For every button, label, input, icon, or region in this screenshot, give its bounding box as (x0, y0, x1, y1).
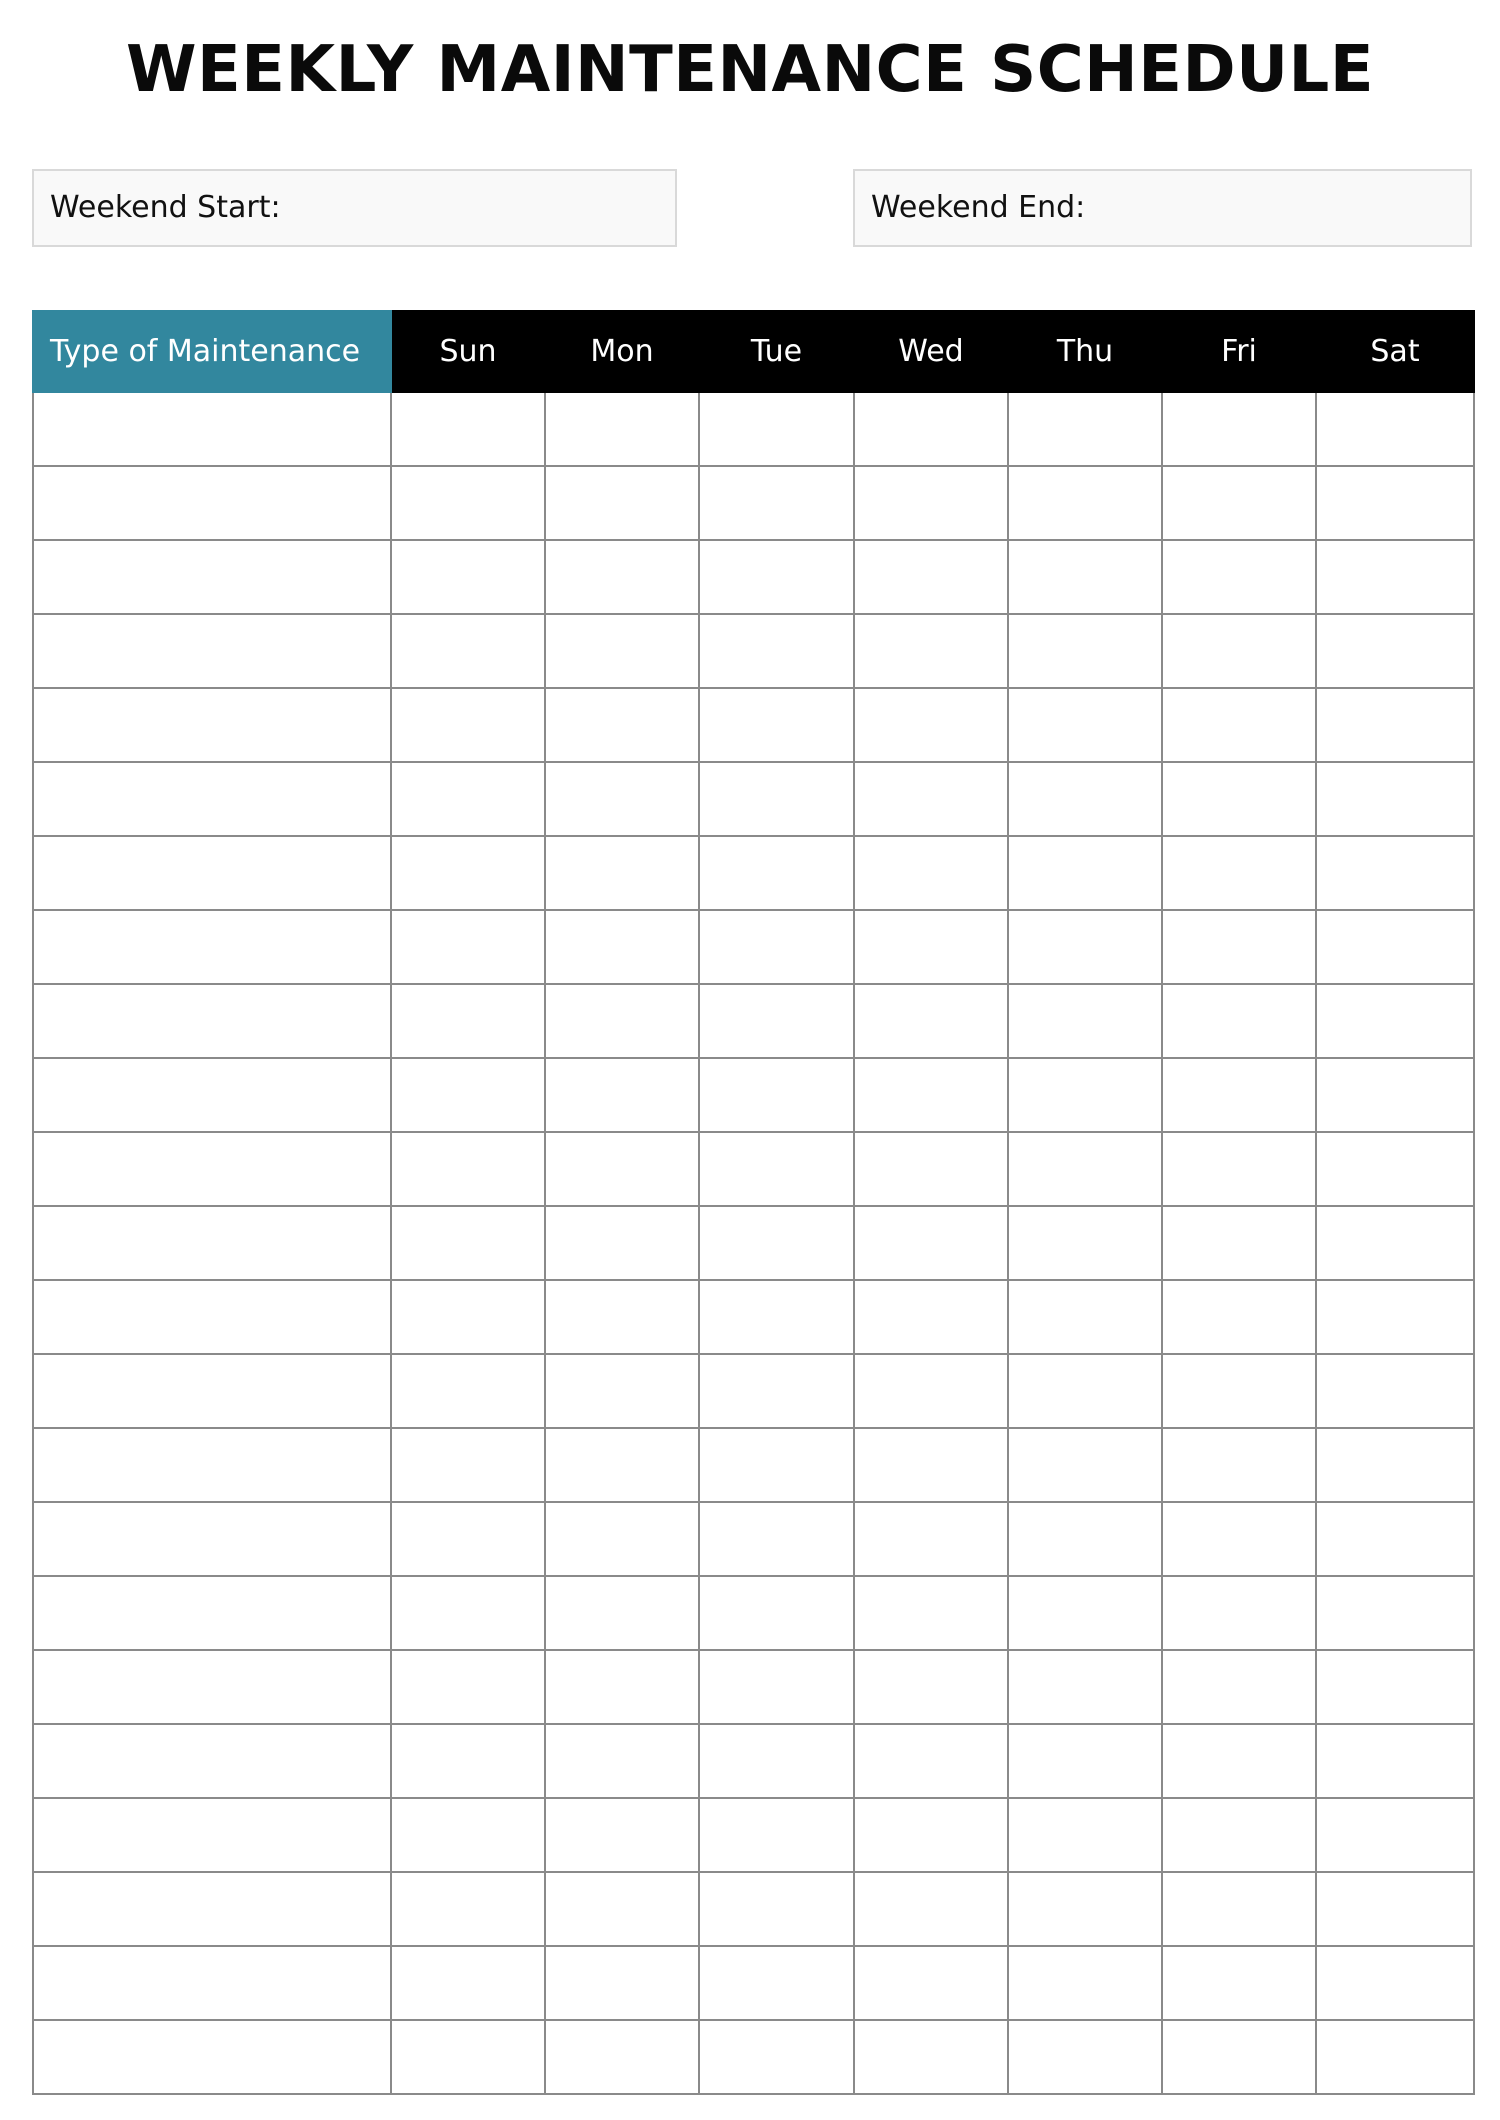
day-cell[interactable] (1008, 2020, 1162, 2094)
table-row (33, 1576, 1474, 1650)
day-cell[interactable] (1316, 466, 1474, 540)
maintenance-type-cell[interactable] (33, 688, 391, 762)
day-cell[interactable] (1008, 1132, 1162, 1206)
day-cell[interactable] (699, 1354, 854, 1428)
day-cell[interactable] (699, 1502, 854, 1576)
day-header-thu: Thu (1008, 311, 1162, 392)
day-cell[interactable] (1316, 1132, 1474, 1206)
day-cell[interactable] (1162, 1206, 1316, 1280)
day-cell[interactable] (545, 466, 699, 540)
day-cell[interactable] (1316, 392, 1474, 466)
day-cell[interactable] (545, 1724, 699, 1798)
day-cell[interactable] (1316, 2020, 1474, 2094)
day-cell[interactable] (854, 762, 1008, 836)
day-cell[interactable] (1316, 1502, 1474, 1576)
day-cell[interactable] (545, 1428, 699, 1502)
table-row (33, 688, 1474, 762)
day-cell[interactable] (545, 1058, 699, 1132)
day-cell[interactable] (1162, 466, 1316, 540)
day-cell[interactable] (1008, 1206, 1162, 1280)
day-cell[interactable] (699, 1058, 854, 1132)
day-cell[interactable] (391, 688, 545, 762)
day-cell[interactable] (545, 614, 699, 688)
day-header-wed: Wed (854, 311, 1008, 392)
day-cell[interactable] (1162, 1132, 1316, 1206)
day-cell[interactable] (854, 984, 1008, 1058)
day-header-fri: Fri (1162, 311, 1316, 392)
day-cell[interactable] (391, 2020, 545, 2094)
table-row (33, 1206, 1474, 1280)
day-cell[interactable] (545, 1650, 699, 1724)
day-cell[interactable] (1162, 1428, 1316, 1502)
day-cell[interactable] (391, 1798, 545, 1872)
day-cell[interactable] (391, 1724, 545, 1798)
day-cell[interactable] (1316, 1650, 1474, 1724)
day-cell[interactable] (1162, 614, 1316, 688)
table-row (33, 540, 1474, 614)
day-cell[interactable] (854, 1132, 1008, 1206)
maintenance-type-cell[interactable] (33, 836, 391, 910)
maintenance-type-cell[interactable] (33, 1502, 391, 1576)
maintenance-type-cell[interactable] (33, 1724, 391, 1798)
maintenance-type-cell[interactable] (33, 762, 391, 836)
table-row (33, 2020, 1474, 2094)
day-cell[interactable] (1316, 1798, 1474, 1872)
table-row (33, 392, 1474, 466)
day-cell[interactable] (1162, 540, 1316, 614)
day-cell[interactable] (545, 1354, 699, 1428)
day-cell[interactable] (854, 1650, 1008, 1724)
day-cell[interactable] (1316, 1872, 1474, 1946)
day-cell[interactable] (1162, 1872, 1316, 1946)
maintenance-type-cell[interactable] (33, 1132, 391, 1206)
day-cell[interactable] (1316, 762, 1474, 836)
day-cell[interactable] (699, 1206, 854, 1280)
table-row (33, 1798, 1474, 1872)
maintenance-type-cell[interactable] (33, 1650, 391, 1724)
day-cell[interactable] (854, 540, 1008, 614)
day-cell[interactable] (699, 688, 854, 762)
table-row (33, 1724, 1474, 1798)
day-cell[interactable] (391, 1206, 545, 1280)
day-cell[interactable] (699, 1650, 854, 1724)
page-title: WEEKLY MAINTENANCE SCHEDULE (125, 33, 1375, 107)
day-cell[interactable] (1316, 1724, 1474, 1798)
day-cell[interactable] (1008, 984, 1162, 1058)
day-cell[interactable] (1008, 1354, 1162, 1428)
day-cell[interactable] (1162, 1576, 1316, 1650)
day-cell[interactable] (545, 688, 699, 762)
maintenance-type-cell[interactable] (33, 2020, 391, 2094)
day-cell[interactable] (854, 1946, 1008, 2020)
day-cell[interactable] (391, 392, 545, 466)
day-cell[interactable] (391, 540, 545, 614)
table-row (33, 614, 1474, 688)
maintenance-type-cell[interactable] (33, 984, 391, 1058)
day-cell[interactable] (699, 1132, 854, 1206)
maintenance-type-cell[interactable] (33, 392, 391, 466)
day-cell[interactable] (1162, 1724, 1316, 1798)
maintenance-type-cell[interactable] (33, 1798, 391, 1872)
day-cell[interactable] (1008, 1872, 1162, 1946)
day-cell[interactable] (1008, 836, 1162, 910)
weekend-end-label: Weekend End: (871, 190, 1086, 225)
day-cell[interactable] (1008, 392, 1162, 466)
day-cell[interactable] (699, 466, 854, 540)
day-cell[interactable] (391, 1058, 545, 1132)
table-row (33, 1946, 1474, 2020)
day-header-mon: Mon (545, 311, 699, 392)
day-cell[interactable] (391, 836, 545, 910)
day-cell[interactable] (699, 1280, 854, 1354)
day-cell[interactable] (391, 1502, 545, 1576)
day-cell[interactable] (1316, 1946, 1474, 2020)
day-cell[interactable] (1316, 910, 1474, 984)
day-cell[interactable] (699, 762, 854, 836)
day-cell[interactable] (699, 836, 854, 910)
day-cell[interactable] (1316, 614, 1474, 688)
day-cell[interactable] (1162, 910, 1316, 984)
day-cell[interactable] (545, 1872, 699, 1946)
day-cell[interactable] (854, 1428, 1008, 1502)
day-cell[interactable] (699, 1798, 854, 1872)
day-cell[interactable] (1162, 1502, 1316, 1576)
day-cell[interactable] (391, 1354, 545, 1428)
table-row (33, 836, 1474, 910)
day-cell[interactable] (854, 1058, 1008, 1132)
day-cell[interactable] (545, 1576, 699, 1650)
day-cell[interactable] (545, 984, 699, 1058)
day-header-sun: Sun (391, 311, 545, 392)
day-cell[interactable] (854, 688, 1008, 762)
maintenance-type-cell[interactable] (33, 614, 391, 688)
day-cell[interactable] (854, 1576, 1008, 1650)
day-cell[interactable] (1316, 1058, 1474, 1132)
weekend-end-field[interactable] (853, 169, 1472, 247)
day-cell[interactable] (1008, 1650, 1162, 1724)
day-cell[interactable] (699, 910, 854, 984)
day-cell[interactable] (1316, 836, 1474, 910)
maintenance-type-cell[interactable] (33, 1280, 391, 1354)
maintenance-type-cell[interactable] (33, 1206, 391, 1280)
day-cell[interactable] (1162, 836, 1316, 910)
day-cell[interactable] (545, 1502, 699, 1576)
day-cell[interactable] (545, 910, 699, 984)
day-cell[interactable] (1162, 1946, 1316, 2020)
day-cell[interactable] (1008, 910, 1162, 984)
day-cell[interactable] (699, 1872, 854, 1946)
day-cell[interactable] (545, 392, 699, 466)
day-cell[interactable] (391, 762, 545, 836)
day-cell[interactable] (854, 1872, 1008, 1946)
day-cell[interactable] (854, 614, 1008, 688)
day-cell[interactable] (391, 984, 545, 1058)
schedule-body (33, 392, 1474, 2094)
day-cell[interactable] (545, 2020, 699, 2094)
day-cell[interactable] (1316, 1428, 1474, 1502)
day-cell[interactable] (854, 392, 1008, 466)
day-cell[interactable] (545, 1132, 699, 1206)
table-row (33, 1428, 1474, 1502)
table-row (33, 466, 1474, 540)
day-cell[interactable] (699, 392, 854, 466)
day-cell[interactable] (391, 1872, 545, 1946)
day-cell[interactable] (391, 1280, 545, 1354)
day-cell[interactable] (1162, 688, 1316, 762)
day-cell[interactable] (1008, 688, 1162, 762)
day-cell[interactable] (1162, 984, 1316, 1058)
day-cell[interactable] (1008, 1502, 1162, 1576)
table-row (33, 984, 1474, 1058)
maintenance-type-cell[interactable] (33, 1428, 391, 1502)
maintenance-schedule-table (32, 310, 1475, 2095)
day-cell[interactable] (1162, 1354, 1316, 1428)
day-cell[interactable] (545, 1280, 699, 1354)
day-cell[interactable] (854, 910, 1008, 984)
day-cell[interactable] (854, 1354, 1008, 1428)
day-cell[interactable] (1316, 1354, 1474, 1428)
table-row (33, 1354, 1474, 1428)
day-cell[interactable] (699, 1724, 854, 1798)
day-cell[interactable] (391, 614, 545, 688)
day-cell[interactable] (1162, 392, 1316, 466)
maintenance-type-cell[interactable] (33, 466, 391, 540)
day-cell[interactable] (854, 2020, 1008, 2094)
weekend-start-label: Weekend Start: (50, 190, 281, 225)
day-cell[interactable] (1162, 1058, 1316, 1132)
maintenance-type-cell[interactable] (33, 1576, 391, 1650)
maintenance-type-cell[interactable] (33, 910, 391, 984)
maintenance-type-cell[interactable] (33, 540, 391, 614)
day-cell[interactable] (391, 466, 545, 540)
maintenance-type-cell[interactable] (33, 1872, 391, 1946)
day-cell[interactable] (391, 1132, 545, 1206)
day-cell[interactable] (1316, 1206, 1474, 1280)
day-header-sat: Sat (1316, 311, 1474, 392)
day-cell[interactable] (1316, 688, 1474, 762)
type-of-maintenance-header: Type of Maintenance (33, 311, 391, 392)
day-header-tue: Tue (699, 311, 854, 392)
day-cell[interactable] (699, 614, 854, 688)
day-cell[interactable] (1008, 1576, 1162, 1650)
day-cell[interactable] (854, 836, 1008, 910)
table-row (33, 1132, 1474, 1206)
weekend-start-field[interactable] (32, 169, 677, 247)
day-cell[interactable] (699, 1576, 854, 1650)
day-cell[interactable] (1008, 1946, 1162, 2020)
day-cell[interactable] (1162, 2020, 1316, 2094)
day-cell[interactable] (1008, 1428, 1162, 1502)
day-cell[interactable] (391, 1946, 545, 2020)
maintenance-type-cell[interactable] (33, 1058, 391, 1132)
day-cell[interactable] (545, 762, 699, 836)
day-cell[interactable] (545, 1798, 699, 1872)
table-row (33, 762, 1474, 836)
day-cell[interactable] (854, 1724, 1008, 1798)
day-cell[interactable] (1008, 1280, 1162, 1354)
table-header-row (33, 311, 1474, 392)
day-cell[interactable] (1008, 614, 1162, 688)
day-cell[interactable] (391, 910, 545, 984)
day-cell[interactable] (545, 540, 699, 614)
day-cell[interactable] (391, 1428, 545, 1502)
table-row (33, 1502, 1474, 1576)
table-row (33, 1872, 1474, 1946)
day-cell[interactable] (1162, 1798, 1316, 1872)
day-cell[interactable] (699, 2020, 854, 2094)
day-cell[interactable] (854, 1280, 1008, 1354)
day-cell[interactable] (545, 1946, 699, 2020)
day-cell[interactable] (391, 1650, 545, 1724)
day-cell[interactable] (854, 1502, 1008, 1576)
day-cell[interactable] (699, 1428, 854, 1502)
day-cell[interactable] (1162, 1650, 1316, 1724)
day-cell[interactable] (1008, 762, 1162, 836)
day-cell[interactable] (1008, 540, 1162, 614)
day-cell[interactable] (1316, 540, 1474, 614)
day-cell[interactable] (699, 984, 854, 1058)
day-cell[interactable] (1316, 1576, 1474, 1650)
day-cell[interactable] (1008, 1798, 1162, 1872)
table-row (33, 910, 1474, 984)
maintenance-type-cell[interactable] (33, 1354, 391, 1428)
day-cell[interactable] (1008, 466, 1162, 540)
day-cell[interactable] (1316, 984, 1474, 1058)
day-cell[interactable] (854, 1798, 1008, 1872)
table-row (33, 1058, 1474, 1132)
day-cell[interactable] (699, 1946, 854, 2020)
day-cell[interactable] (699, 540, 854, 614)
day-cell[interactable] (1162, 762, 1316, 836)
day-cell[interactable] (545, 836, 699, 910)
maintenance-type-cell[interactable] (33, 1946, 391, 2020)
day-cell[interactable] (1162, 1280, 1316, 1354)
day-cell[interactable] (854, 466, 1008, 540)
day-cell[interactable] (854, 1206, 1008, 1280)
day-cell[interactable] (545, 1206, 699, 1280)
day-cell[interactable] (1008, 1724, 1162, 1798)
table-row (33, 1650, 1474, 1724)
day-cell[interactable] (1316, 1280, 1474, 1354)
day-cell[interactable] (391, 1576, 545, 1650)
table-row (33, 1280, 1474, 1354)
day-cell[interactable] (1008, 1058, 1162, 1132)
